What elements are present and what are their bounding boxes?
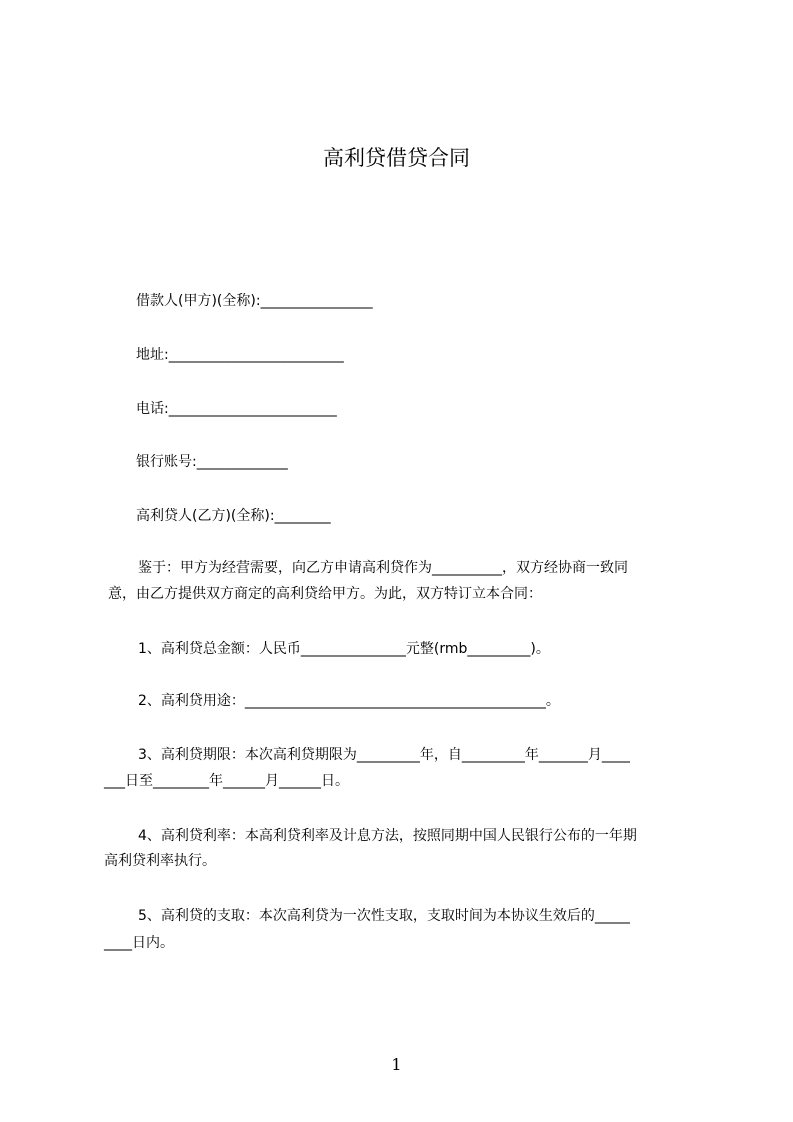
bank-account-line: 银行账号:_____________	[136, 454, 288, 470]
clause-2-purpose: 2、高利贷用途：___________________________________________。	[138, 693, 560, 709]
clause-4-rate-line-1: 4、高利贷利率：本高利贷利率及计息方法，按照同期中国人民银行公布的一年期	[138, 828, 637, 844]
address-line: 地址:_________________________	[136, 347, 344, 363]
page-number: 1	[391, 1055, 402, 1074]
clause-5-drawdown-line-2: ____日内。	[104, 935, 174, 951]
document-title: 高利贷借贷合同	[323, 146, 470, 170]
lender-name-line: 高利贷人(乙方)(全称):________	[136, 508, 331, 524]
preamble-line-1: 鉴于：甲方为经营需要，向乙方申请高利贷作为__________，双方经协商一致同	[138, 560, 628, 576]
borrower-name-line: 借款人(甲方)(全称):________________	[136, 293, 373, 309]
clause-3-term-line-1: 3、高利贷期限：本次高利贷期限为_________年，自_________年_______月____	[138, 747, 630, 763]
clause-4-rate-line-2: 高利贷利率执行。	[104, 853, 216, 869]
preamble-line-2: 意，由乙方提供双方商定的高利贷给甲方。为此，双方特订立本合同：	[108, 586, 542, 602]
clause-3-term-line-2: ___日至________年______月______日。	[104, 773, 349, 789]
clause-5-drawdown-line-1: 5、高利贷的支取：本次高利贷为一次性支取，支取时间为本协议生效后的_____	[138, 908, 630, 924]
clause-1-amount: 1、高利贷总金额：人民币_______________元整(rmb_________)。	[138, 641, 550, 657]
phone-line: 电话:________________________	[136, 401, 337, 417]
